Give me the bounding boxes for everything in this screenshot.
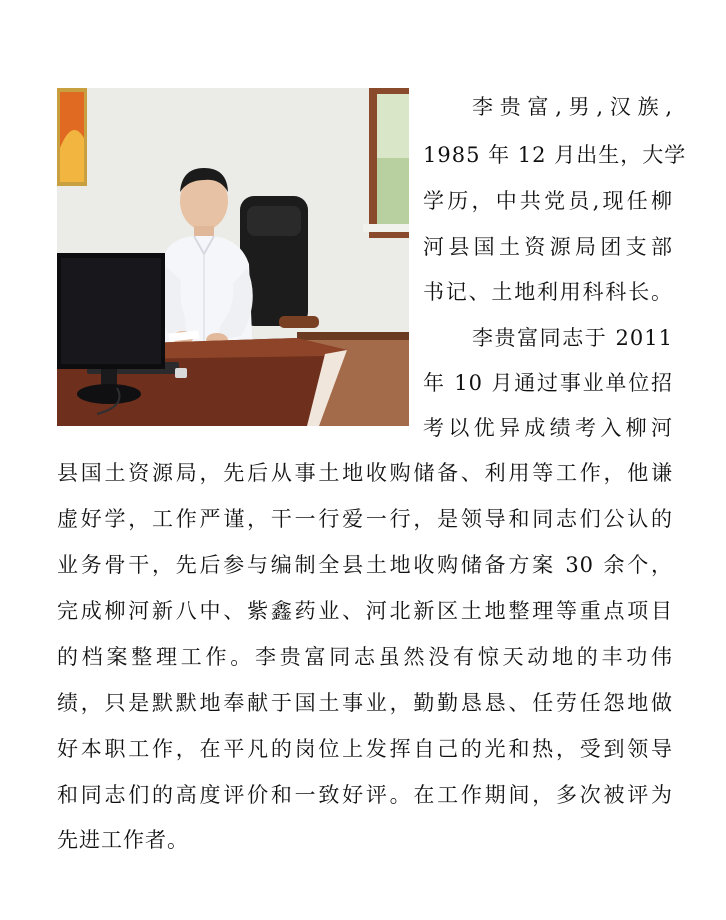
portrait-illustration [57,88,409,426]
bio-line: 考以优异成绩考入柳河 [423,416,673,440]
bio-line: 李贵富,男,汉族, [472,95,673,119]
bio-line: 虚好学，工作严谨，干一行爱一行，是领导和同志们公认的 [57,507,673,531]
bio-line: 河县国土资源局团支部 [423,235,673,259]
bio-line: 县国土资源局，先后从事土地收购储备、利用等工作，他谦 [57,461,673,485]
bio-line: 先进工作者。 [57,828,189,852]
bio-line: 书记、土地利用科科长。 [423,280,673,304]
bio-line: 学历，中共党员,现任柳 [423,189,673,213]
bio-line: 1985 年 12 月出生，大学 [423,143,687,167]
bio-line: 年 10 月通过事业单位招 [423,371,673,395]
bio-line: 和同志们的高度评价和一致好评。在工作期间，多次被评为 [57,783,673,807]
bio-line: 的档案整理工作。李贵富同志虽然没有惊天动地的丰功伟 [57,645,673,669]
bio-line: 业务骨干，先后参与编制全县土地收购储备方案 30 余个， [57,553,673,577]
portrait-photo [57,88,409,426]
bio-line: 李贵富同志于 2011 [472,326,673,350]
bio-line: 好本职工作，在平凡的岗位上发挥自己的光和热，受到领导 [57,737,673,761]
bio-line: 完成柳河新八中、紫鑫药业、河北新区土地整理等重点项目 [57,599,673,623]
bio-line: 绩，只是默默地奉献于国土事业，勤勤恳恳、任劳任怨地做 [57,691,673,715]
